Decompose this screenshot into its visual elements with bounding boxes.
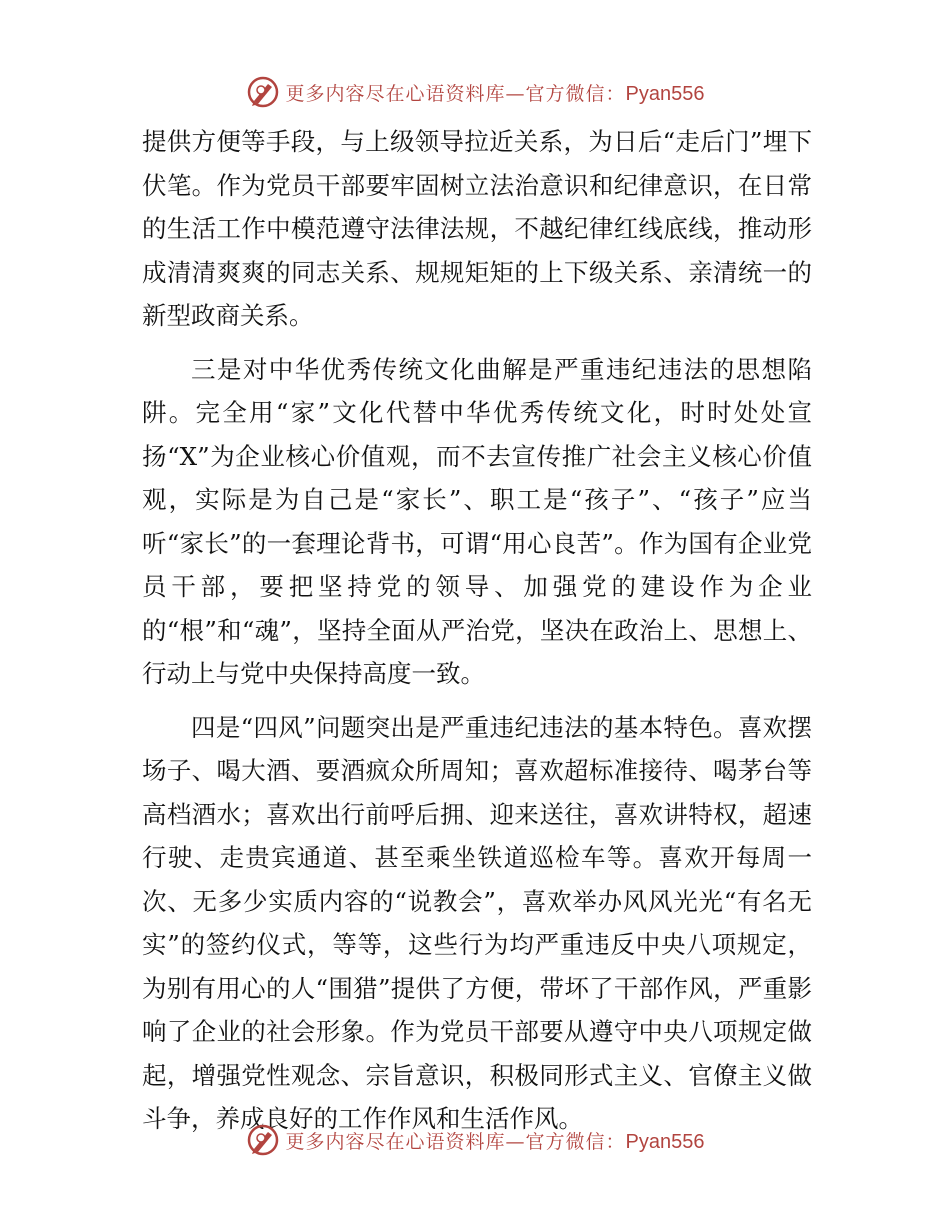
pen-logo-icon: [246, 75, 280, 109]
document-body: [142, 120, 812, 1141]
paragraph-continuation: 提供方便等手段，与上级领导拉近关系，为日后“走后门”埋下伏笔。作为党员干部要牢固树立法治意识和纪律意识，在日常的生活工作中模范遵守法律法规，不越纪律红线底线，推动形成清清爽爽的同志关系、规规矩矩的上下级关系、亲清统一的新型政商关系。: [142, 127, 812, 330]
footer-banner: [0, 1120, 950, 1160]
paragraph-point-three: 三是对中华优秀传统文化曲解是严重违纪违法的思想陷阱。完全用“家”文化代替中华优秀传统文化，时时处处宣扬“X”为企业核心价值观，而不去宣传推广社会主义核心价值观，实际是为自己是“家长”、职工是“孩子”、“孩子”应当听“家长”的一套理论背书，可谓“用心良苦”。作为国有企业党员干部，要把坚持党的领导、加强党的建设作为企业的“根”和“魂”，坚持全面从严治党，坚决在政治上、思想上、行动上与党中央保持高度一致。: [142, 354, 812, 688]
pen-logo-icon: [246, 1123, 280, 1157]
paragraph-point-four: 四是“四风”问题突出是严重违纪违法的基本特色。喜欢摆场子、喝大酒、要酒疯众所周知；喜欢超标准接待、喝茅台等高档酒水；喜欢出行前呼后拥、迎来送往，喜欢讲特权，超速行驶、走贵宾通道、甚至乘坐铁道巡检车等。喜欢开每周一次、无多少实质内容的“说教会”，喜欢举办风风光光“有名无实”的签约仪式，等等，这些行为均严重违反中央八项规定，为别有用心的人“围猎”提供了方便，带坏了干部作风，严重影响了企业的社会形象。作为党员干部要从遵守中央八项规定做起，增强党性观念、宗旨意识，积极同形式主义、官僚主义做斗争，养成良好的工作作风和生活作风。: [142, 712, 812, 1133]
footer-banner-text: 更多内容尽在心语资料库—官方微信：Pyan556: [285, 1130, 705, 1153]
header-banner: [0, 72, 950, 112]
footer-wechat-id: Pyan556: [625, 1130, 705, 1153]
header-banner-text: 更多内容尽在心语资料库—官方微信：Pyan556: [285, 82, 705, 105]
header-wechat-id: Pyan556: [625, 82, 705, 105]
